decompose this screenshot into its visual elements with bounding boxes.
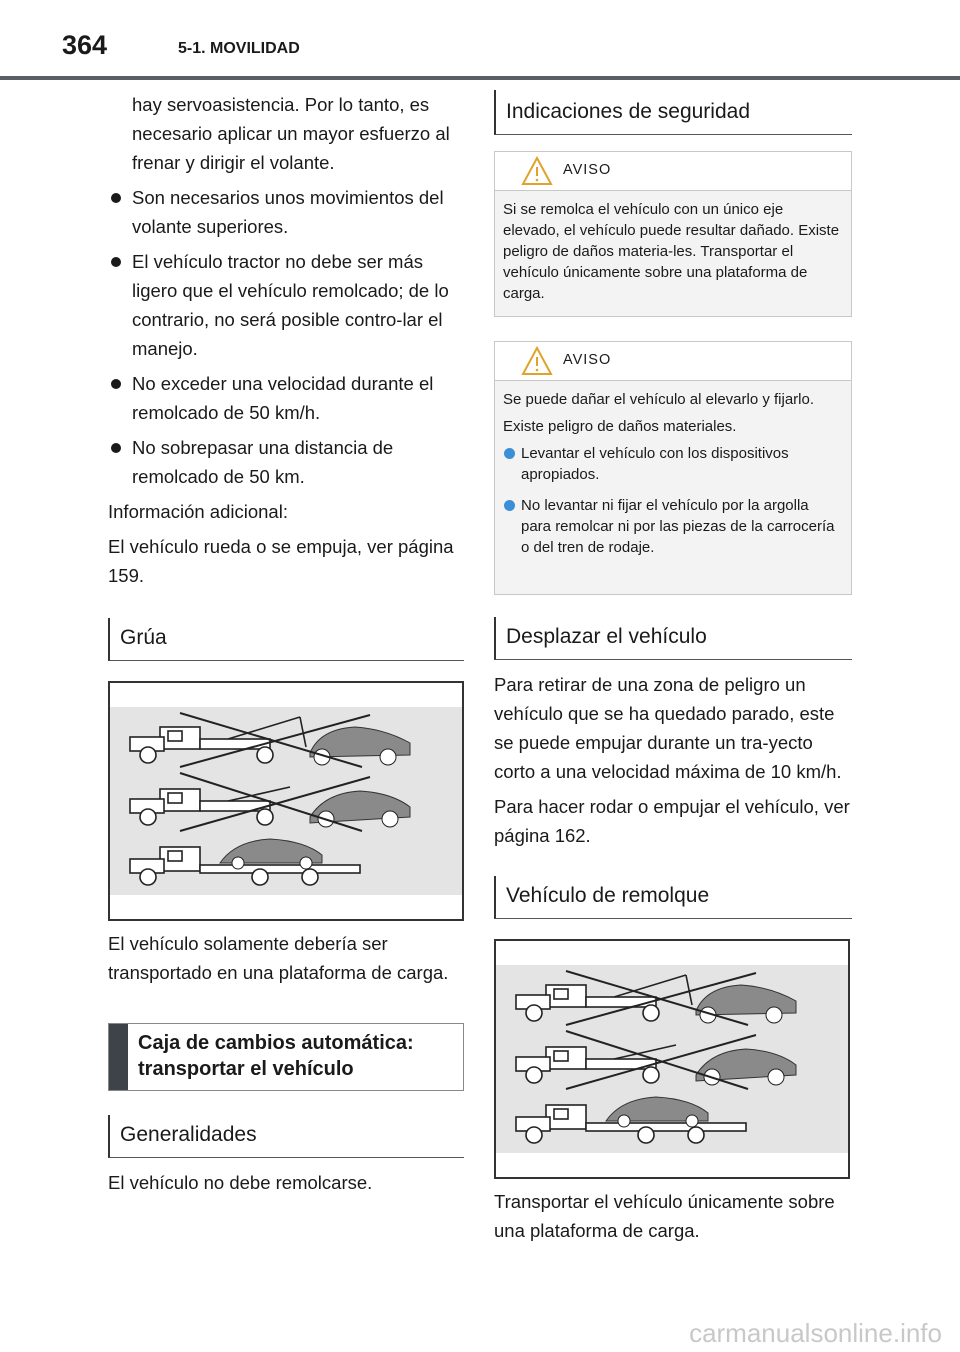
warning-header — [495, 152, 851, 191]
watermark: carmanualsonline.info — [689, 1318, 942, 1348]
tow-illustration — [108, 681, 464, 921]
tow-scene-image — [496, 965, 848, 1153]
warning-text: Existe peligro de daños materiales. — [503, 418, 737, 435]
info-text: El vehículo rueda o se empuja, ver página 159. — [108, 536, 454, 586]
trailer-caption: Transportar el vehículo únicamente sobre una plataforma de carga. — [494, 1191, 835, 1241]
bullet-item: No sobrepasar una distancia de remolcado de 50 km. — [108, 433, 464, 491]
warning-triangle-icon — [521, 155, 553, 187]
bullet-item: No exceder una velocidad durante el remolcado de 50 km/h. — [108, 369, 464, 427]
warning-body — [495, 191, 851, 318]
grua-caption: El vehículo solamente debería ser transportado en una plataforma de carga. — [108, 933, 449, 983]
gearbox-heading-block — [108, 1023, 464, 1091]
section-label: 5-1. MOVILIDAD — [178, 40, 300, 57]
safety-heading: Indicaciones de seguridad — [494, 90, 852, 135]
page-header — [0, 0, 960, 80]
info-label: Información adicional: — [108, 501, 288, 522]
warning-label: AVISO — [563, 162, 612, 178]
bullet-item: El vehículo tractor no debe ser más ligero que el vehículo remolcado; de lo contrario, no será posible contro-lar el manejo. — [108, 247, 464, 363]
warning-bullet: Levantar el vehículo con los dispositivos apropiados. — [503, 443, 841, 485]
heading-bar — [109, 1024, 128, 1090]
right-column — [494, 90, 852, 1251]
warning-body — [495, 381, 851, 576]
bullet-item: Son necesarios unos movimientos del volante superiores. — [108, 183, 464, 241]
warning-bullet: No levantar ni fijar el vehículo por la argolla para remolcar ni por las piezas de la carrocería o del tren de rodaje. — [503, 495, 841, 558]
header-rule — [0, 76, 960, 80]
intro-continuation: hay servoasistencia. Por lo tanto, es necesario aplicar un mayor esfuerzo al frenar y dirigir el volante. — [132, 94, 450, 173]
grua-heading: Grúa — [108, 618, 464, 661]
warning-label: AVISO — [563, 352, 612, 368]
move-text-2: Para hacer rodar o empujar el vehículo, ver página 162. — [494, 796, 850, 846]
warning-text: Se puede dañar el vehículo al elevarlo y fijarlo. — [503, 391, 815, 408]
page-number: 364 — [62, 30, 108, 60]
left-column — [108, 90, 464, 1203]
gearbox-heading: Caja de cambios automática: transportar el vehículo — [138, 1032, 414, 1080]
warning-triangle-icon — [521, 345, 553, 377]
trailer-heading: Vehículo de remolque — [494, 876, 852, 919]
warning-box-2 — [494, 341, 852, 595]
move-heading: Desplazar el vehículo — [494, 617, 852, 660]
tow-scene-image — [110, 707, 462, 895]
general-heading: Generalidades — [108, 1115, 464, 1158]
warning-box-1 — [494, 151, 852, 317]
warning-text: Si se remolca el vehículo con un único eje elevado, el vehículo puede resultar dañado. Existe peligro de daños materia-les. Transportar el vehículo únicamente sobre una plataforma de carga. — [503, 201, 840, 302]
general-text: El vehículo no debe remolcarse. — [108, 1172, 373, 1193]
warning-header — [495, 342, 851, 381]
trailer-illustration — [494, 939, 850, 1179]
move-text: Para retirar de una zona de peligro un vehículo que se ha quedado parado, este se puede empujar durante un tra-yecto corto a una velocidad máxima de 10 km/h. — [494, 674, 842, 782]
